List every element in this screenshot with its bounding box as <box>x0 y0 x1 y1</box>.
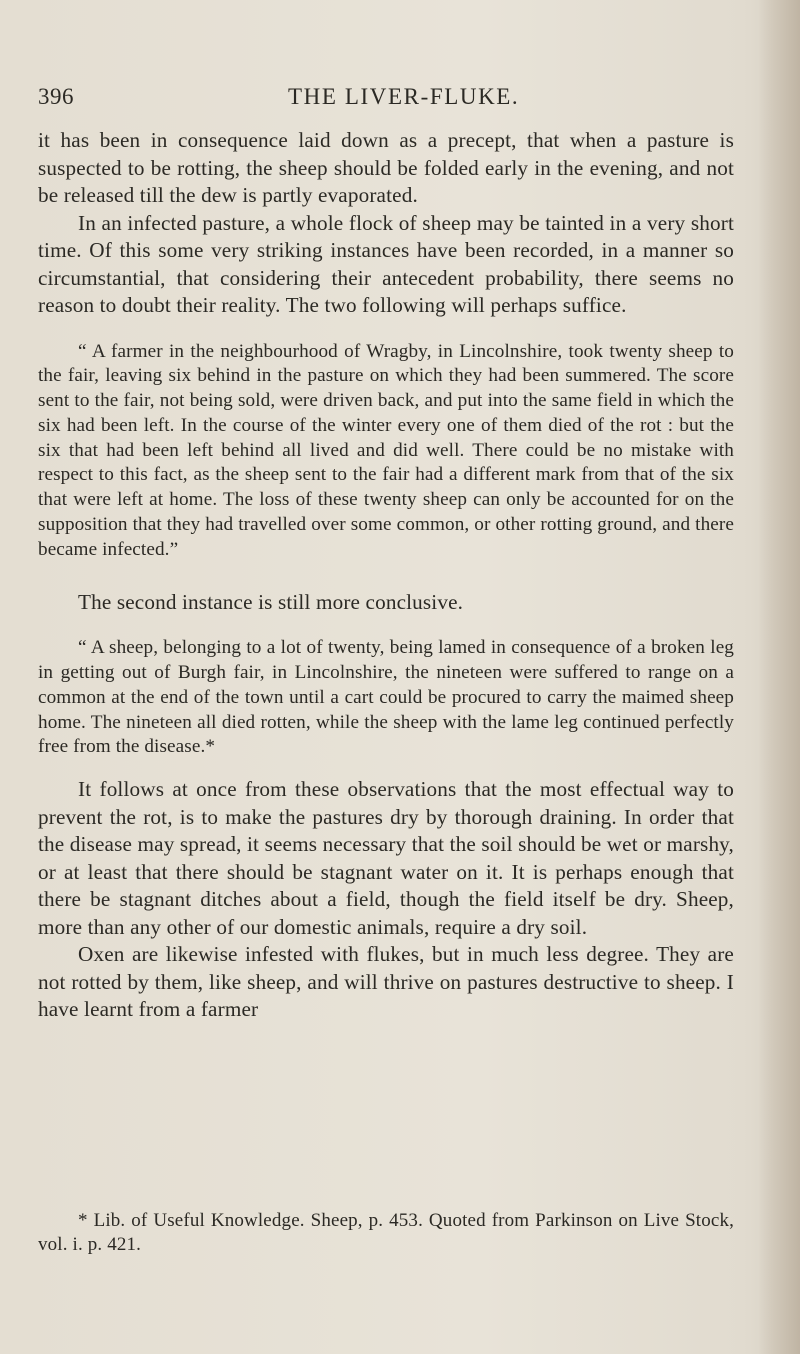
running-head <box>38 84 738 114</box>
running-title: THE LIVER-FLUKE. <box>288 84 520 109</box>
quote-burgh-fair: “ A sheep, belonging to a lot of twenty, being lamed in consequence of a broken leg in getting out of Burgh fair, in Lincolnshire, the nineteen were suffered to range on a common at the end of the town until a cart could be procured to carry the maimed sheep home. The nineteen all died rotten, while the sheep with the lame leg continued perfectly free from the disease.* <box>38 637 734 758</box>
footnote <box>38 1209 734 1257</box>
paragraph-infected-pasture: In an infected pasture, a whole flock of sheep may be tainted in a very short time. Of this some very striking instances have been recorded, in a manner so circumstantial, that considering their antecedent probability, there seems no reason to doubt their reality. The two following will perhaps suffice. <box>38 210 734 317</box>
paragraph-draining: It follows at once from these observations that the most effectual way to prevent the rot, is to make the pastures dry by thorough draining. In order that the disease may spread, it seems necessary that the soil should be wet or marshy, or at least that there should be stagnant water on it. It is perhaps enough that there be stagnant ditches about a field, though the field itself be dry. Sheep, more than any other of our domestic animals, require a dry soil. <box>38 777 734 939</box>
page-edge-shadow <box>758 0 800 1354</box>
footnote-text: * Lib. of Useful Knowledge. Sheep, p. 453. Quoted from Parkinson on Live Stock, vol. i. p. 421. <box>38 1210 734 1255</box>
main-text <box>38 127 734 1024</box>
quote-wragby-farmer: “ A farmer in the neighbourhood of Wragby, in Lincolnshire, took twenty sheep to the fair, leaving six behind in the pasture on which they had been summered. The score sent to the fair, not being sold, were driven back, and put into the same field in which the six had been left. In the course of the winter every one of them died of the rot : but the six that had been left behind all lived and did well. There could be no mistake with respect to this fact, as the sheep sent to the fair had a different mark from that of the six that were left at home. The loss of these twenty sheep can only be accounted for on the supposition that they had travelled over some common, or other rotting ground, and there became infected.” <box>38 340 734 560</box>
page-number: 396 <box>38 84 74 109</box>
paragraph-continued: it has been in consequence laid down as a precept, that when a pasture is suspected to be rotting, the sheep should be folded early in the evening, and not be released till the dew is partly evaporated. <box>38 128 734 207</box>
paragraph-oxen: Oxen are likewise infested with flukes, but in much less degree. They are not rotted by them, like sheep, and will thrive on pastures destructive to sheep. I have learnt from a farmer <box>38 942 734 1022</box>
paragraph-second-instance: The second instance is still more conclusive. <box>78 589 464 614</box>
